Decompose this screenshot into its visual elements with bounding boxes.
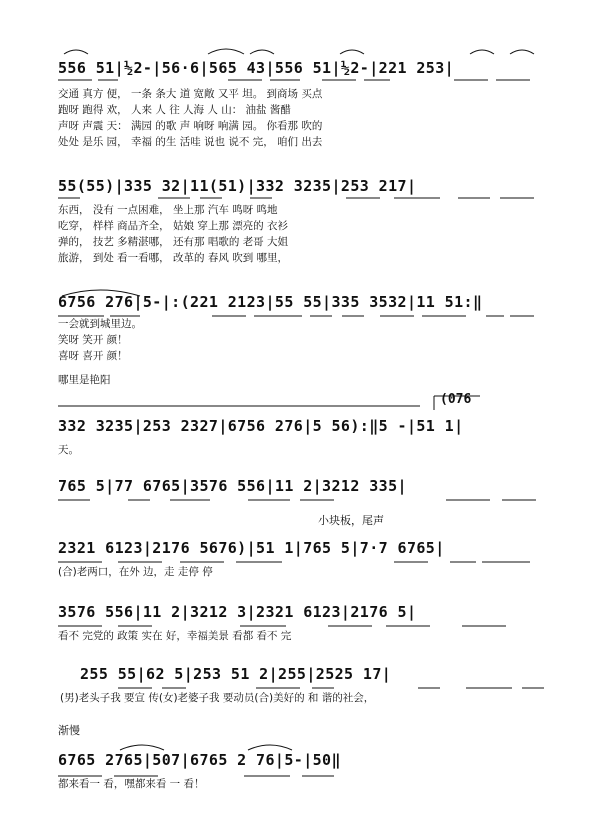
- lyric-line-3b: 笑呀 笑开 颜！: [58, 334, 128, 346]
- lyric-line-2a: 东西， 没有 一点困难， 坐上那 汽车 鸣呀 鸣地: [58, 204, 278, 216]
- notation-line-6: 2321 6123|2176 5676)|51 1|765 5|7·7 6765|: [58, 539, 445, 557]
- volta-bracket-label: (076: [440, 392, 472, 407]
- lyric-line-9a: 都来看一 看，嘿都来看 一 看！: [58, 778, 205, 790]
- lyric-line-3c: 喜呀 喜开 颜！: [58, 350, 128, 362]
- notation-line-9: 6765 2765|507|6765 2 76|5-|50‖: [58, 751, 341, 769]
- lyric-line-7a: 看不 完党的 政策 实在 好，幸福美景 看都 看不 完: [58, 630, 292, 642]
- lyric-line-1a: 交通 真方 便， 一条 条大 道 宽敞 又平 坦。 到商场 买点: [58, 88, 323, 100]
- notation-line-3: 6756 276|5-|:(221 2123|55 55|335 3532|11 51:‖: [58, 293, 483, 311]
- notation-line-5: 765 5|77 6765|3576 556|11 2|3212 335|: [58, 477, 407, 495]
- lyric-line-2b: 吃穿， 样样 商品齐全， 姑娘 穿上那 漂亮的 衣衫: [58, 220, 289, 232]
- tempo-annotation-ritardando: 渐慢: [58, 724, 80, 737]
- lyric-line-2c: 弹的， 技艺 多精湛哪， 还有那 唱歌的 老哥 大姐: [58, 236, 289, 248]
- lyric-line-1b: 跑呀 跑得 欢， 人来 人 往 人海 人 山： 油盐 酱醋: [58, 104, 291, 116]
- lyric-line-3a: 一会就到城里边。: [58, 318, 142, 330]
- lyric-line-1d: 处处 是乐 园， 幸福 的生 活哇 说也 说不 完， 咱们 出去: [58, 136, 323, 148]
- lyric-line-8a: (男)老头子我 要宣 传(女)老婆子我 要动员(合)美好的 和 谐的社会，: [60, 692, 375, 704]
- notation-line-2: 55(55)|335 32|11(51)|332 3235|253 217|: [58, 177, 417, 195]
- notation-line-4: 332 3235|253 2327|6756 276|5 56):‖5 -|51 1|: [58, 417, 464, 435]
- lyric-line-1c: 声呀 声震 天： 满园 的歌 声 响呀 响满 园。 你看那 吹的: [58, 120, 323, 132]
- notation-line-7: 3576 556|11 2|3212 3|2321 6123|2176 5|: [58, 603, 417, 621]
- lyric-line-3d: 哪里是艳阳: [58, 374, 111, 386]
- lyric-line-6a: (合)老两口，在外 边，走 走停 停: [58, 566, 213, 578]
- tempo-annotation-coda: 小块板，尾声: [318, 514, 384, 527]
- notation-line-8: 255 55|62 5|253 51 2|255|2525 17|: [80, 665, 392, 683]
- notation-line-1: 556 51|½2-|56·6|565 43|556 51|½2-|221 253|: [58, 59, 455, 77]
- lyric-line-2d: 旅游， 到处 看一看哪， 改革的 春风 吹到 哪里，: [58, 252, 289, 264]
- lyric-line-4a: 天。: [58, 444, 79, 456]
